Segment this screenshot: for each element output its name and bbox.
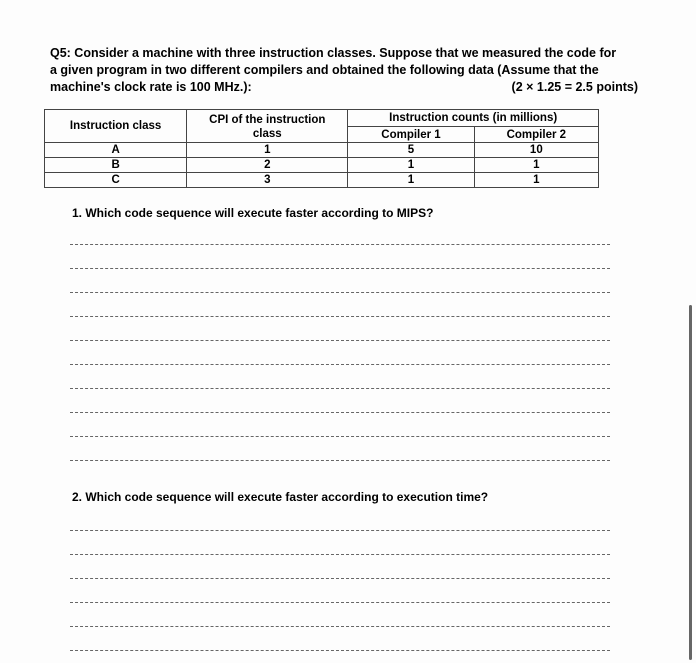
cell-compiler1: 1	[348, 158, 474, 173]
cell-cpi: 3	[187, 173, 348, 188]
header-instruction-counts: Instruction counts (in millions)	[348, 110, 599, 127]
answer-line	[70, 268, 610, 269]
answer-line	[70, 388, 610, 389]
header-cpi-line2: class	[187, 127, 348, 143]
cell-cpi: 1	[187, 143, 348, 158]
cell-compiler1: 1	[348, 173, 474, 188]
answer-line	[70, 316, 610, 317]
table-row	[45, 143, 599, 158]
cell-class: B	[45, 158, 187, 173]
cell-compiler1: 5	[348, 143, 474, 158]
header-cpi-line1: CPI of the instruction	[187, 110, 348, 127]
cell-class: C	[45, 173, 187, 188]
answer-line	[70, 292, 610, 293]
question-line-3	[50, 79, 646, 96]
answer-line	[70, 364, 610, 365]
answer-line	[70, 340, 610, 341]
header-compiler-1: Compiler 1	[348, 127, 474, 143]
answer-line	[70, 650, 610, 651]
answer-line	[70, 460, 610, 461]
header-compiler-2: Compiler 2	[474, 127, 598, 143]
answer-line	[70, 436, 610, 437]
question-text	[50, 45, 646, 96]
answer-line	[70, 578, 610, 579]
question-line-1: Q5: Consider a machine with three instruction classes. Suppose that we measured the code for	[50, 46, 617, 60]
answer-line	[70, 626, 610, 627]
header-instruction-class: Instruction class	[45, 110, 187, 143]
answer-line	[70, 554, 610, 555]
table-row	[45, 173, 599, 188]
cell-compiler2: 1	[474, 173, 598, 188]
answer-line	[70, 244, 610, 245]
answer-line	[70, 602, 610, 603]
points-label: (2 × 1.25 = 2.5 points)	[511, 80, 638, 94]
question-line-2: a given program in two different compilers and obtained the following data (Assume that the	[50, 63, 599, 77]
scrollbar[interactable]	[689, 305, 692, 660]
data-table	[44, 109, 599, 188]
answer-line	[70, 530, 610, 531]
cell-compiler2: 10	[474, 143, 598, 158]
table-row	[45, 158, 599, 173]
cell-compiler2: 1	[474, 158, 598, 173]
answer-line	[70, 412, 610, 413]
sub-question-1: 1. Which code sequence will execute faster according to MIPS?	[72, 206, 434, 220]
question-line-3-left: machine's clock rate is 100 MHz.):	[50, 80, 252, 94]
cell-cpi: 2	[187, 158, 348, 173]
cell-class: A	[45, 143, 187, 158]
sub-question-2: 2. Which code sequence will execute faster according to execution time?	[72, 490, 489, 504]
